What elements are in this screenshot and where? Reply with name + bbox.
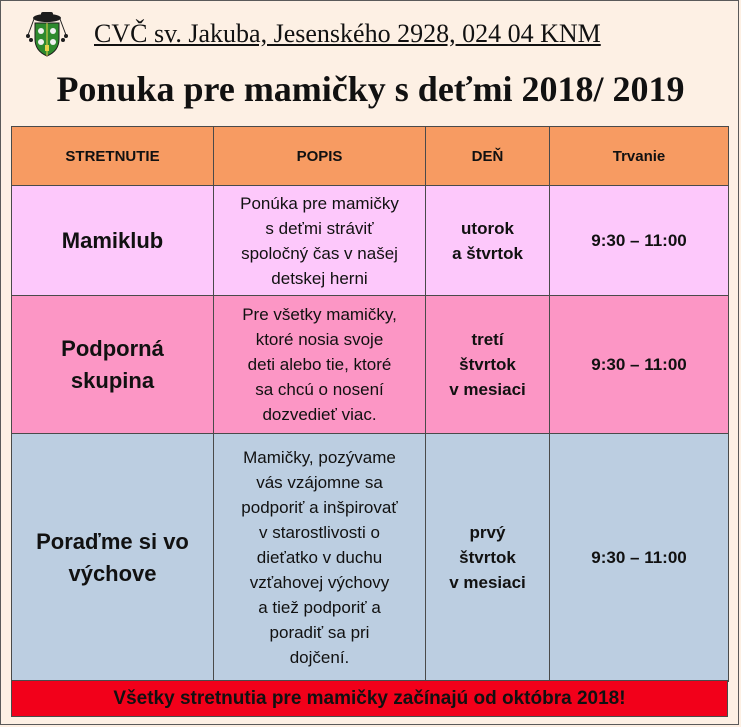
meeting-description: Mamičky, pozývame vás vzájomne sa podporiť a inšpirovať v starostlivosti o dieťatko v duchu vzťahovej výchovy a tiež podporiť a poradiť sa pri dojčení. <box>214 434 426 682</box>
column-header-popis: POPIS <box>214 127 426 186</box>
table-header-row <box>12 127 729 186</box>
meeting-day: tretí štvrtok v mesiaci <box>426 296 550 434</box>
meeting-time: 9:30 – 11:00 <box>550 434 729 682</box>
meeting-description: Pre všetky mamičky, ktoré nosia svoje deti alebo tie, ktoré sa chcú o nosení dozvedieť viac. <box>214 296 426 434</box>
organization-address: CVČ sv. Jakuba, Jesenského 2928, 024 04 KNM <box>94 19 601 48</box>
header <box>22 10 601 58</box>
column-header-trvanie: Trvanie <box>550 127 729 186</box>
meeting-time: 9:30 – 11:00 <box>550 296 729 434</box>
meeting-day: prvý štvrtok v mesiaci <box>426 434 550 682</box>
schedule-table <box>11 126 729 682</box>
meeting-description: Ponúka pre mamičky s deťmi stráviť spoločný čas v našej detskej herni <box>214 186 426 296</box>
meeting-day: utorok a štvrtok <box>426 186 550 296</box>
column-header-den: DEŇ <box>426 127 550 186</box>
column-header-stretnutie: STRETNUTIE <box>12 127 214 186</box>
meeting-name: Mamiklub <box>12 186 214 296</box>
table-row <box>12 434 729 682</box>
page-title: Ponuka pre mamičky s deťmi 2018/ 2019 <box>56 69 685 109</box>
coat-of-arms-icon <box>22 9 72 59</box>
table-row <box>12 186 729 296</box>
meeting-name: Podporná skupina <box>12 296 214 434</box>
table-row <box>12 296 729 434</box>
meeting-name: Poraďme si vo výchove <box>12 434 214 682</box>
footer-notice: Všetky stretnutia pre mamičky začínajú od októbra 2018! <box>11 680 728 717</box>
meeting-time: 9:30 – 11:00 <box>550 186 729 296</box>
